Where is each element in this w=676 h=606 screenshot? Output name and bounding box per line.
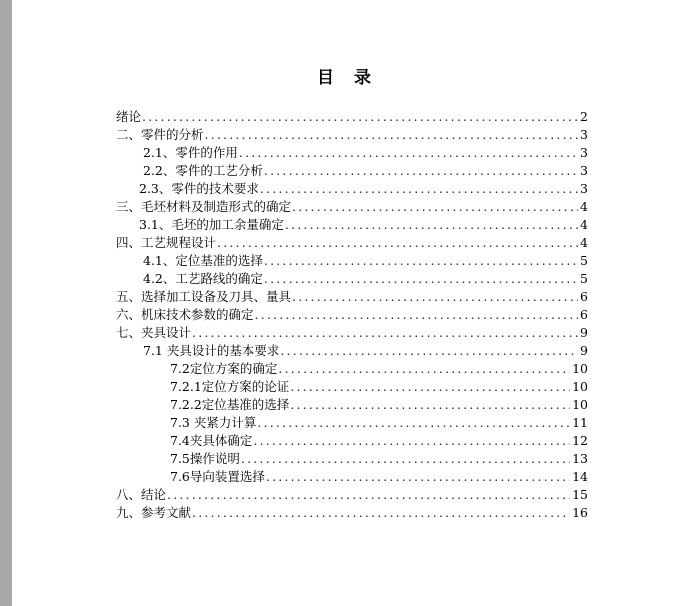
toc-dot-leader: [280, 342, 578, 360]
toc-entry-label: 九、参考文献: [116, 505, 192, 520]
toc-entry-label: 7.1 夹具设计的基本要求: [143, 343, 280, 358]
toc-entry-page: 16: [572, 505, 588, 520]
toc-entry[interactable]: [143, 162, 588, 180]
toc-dot-leader: [241, 450, 570, 468]
toc-entry[interactable]: [143, 252, 588, 270]
toc-dot-leader: [292, 288, 578, 306]
toc-entry-label: 六、机床技术参数的确定: [116, 307, 254, 322]
toc-entry-label: 7.2定位方案的确定: [170, 361, 278, 376]
toc-entry[interactable]: [116, 306, 588, 324]
toc-dot-leader: [260, 180, 578, 198]
page-left-margin-bar: [0, 0, 12, 606]
toc-entry-page: 3: [580, 145, 588, 160]
toc-entry-page: 9: [580, 325, 588, 340]
toc-entry-page: 9: [580, 343, 588, 358]
toc-entry-page: 12: [572, 433, 588, 448]
toc-entry[interactable]: [116, 126, 588, 144]
toc-entry-page: 4: [580, 235, 588, 250]
toc-entry-label: 三、毛坯材料及制造形式的确定: [116, 199, 292, 214]
toc-entry[interactable]: [116, 486, 588, 504]
toc-entry[interactable]: [116, 108, 588, 126]
toc-entry[interactable]: [170, 432, 588, 450]
toc-entry-page: 4: [580, 199, 588, 214]
toc-dot-leader: [292, 198, 578, 216]
toc-entry-page: 11: [572, 415, 588, 430]
toc-entry-label: 2.1、零件的作用: [143, 145, 238, 160]
toc-entry[interactable]: [170, 360, 588, 378]
toc-dot-leader: [264, 162, 578, 180]
toc-entry-page: 2: [580, 109, 588, 124]
toc-entry-page: 3: [580, 127, 588, 142]
toc-dot-leader: [257, 414, 570, 432]
toc-entry-label: 7.2.1定位方案的论证: [170, 379, 290, 394]
toc-entry[interactable]: [143, 270, 588, 288]
toc-dot-leader: [290, 378, 570, 396]
toc-entry-page: 15: [572, 487, 588, 502]
toc-title: [12, 63, 676, 88]
toc-dot-leader: [205, 126, 579, 144]
toc-dot-leader: [192, 324, 578, 342]
toc-entry-label: 二、零件的分析: [116, 127, 204, 142]
toc-entry-label: 七、夹具设计: [116, 325, 192, 340]
toc-entry-label: 7.5操作说明: [170, 451, 240, 466]
toc-entry[interactable]: [170, 450, 588, 468]
toc-entry[interactable]: [139, 216, 588, 234]
toc-dot-leader: [266, 468, 570, 486]
toc-entry-label: 4.2、工艺路线的确定: [143, 271, 263, 286]
toc-entry-page: 14: [572, 469, 588, 484]
toc-entry[interactable]: [143, 144, 588, 162]
toc-entry-page: 3: [580, 181, 588, 196]
toc-entry[interactable]: [170, 414, 588, 432]
toc-dot-leader: [255, 306, 579, 324]
toc-entry[interactable]: [139, 180, 588, 198]
toc-entry[interactable]: [170, 468, 588, 486]
toc-entry-label: 7.2.2定位基准的选择: [170, 397, 290, 412]
document-page: [12, 0, 676, 606]
toc-entry-label: 2.2、零件的工艺分析: [143, 163, 263, 178]
toc-entry-label: 2.3、零件的技术要求: [139, 181, 259, 196]
toc-entry-label: 五、选择加工设备及刀具、量具: [116, 289, 292, 304]
toc-dot-leader: [278, 360, 570, 378]
toc-entry-page: 6: [580, 307, 588, 322]
toc-entry[interactable]: [170, 396, 588, 414]
toc-entry-page: 10: [572, 379, 588, 394]
toc-entry-label: 八、结论: [116, 487, 167, 502]
toc-dot-leader: [192, 504, 570, 522]
toc-entry-label: 绪论: [116, 109, 142, 124]
toc-entry-label: 3.1、毛坯的加工余量确定: [139, 217, 284, 232]
toc-dot-leader: [217, 234, 578, 252]
toc-entry[interactable]: [116, 198, 588, 216]
toc-entry-label: 7.6导向装置选择: [170, 469, 265, 484]
toc-entry[interactable]: [143, 342, 588, 360]
toc-dot-leader: [253, 432, 570, 450]
toc-entry-page: 13: [572, 451, 588, 466]
toc-entry[interactable]: [116, 504, 588, 522]
toc-dot-leader: [264, 270, 578, 288]
toc-title-first-char: 目: [317, 68, 334, 88]
toc-dot-leader: [239, 144, 578, 162]
toc-entry-page: 5: [580, 271, 588, 286]
toc-entry-page: 6: [580, 289, 588, 304]
toc-entry-page: 10: [572, 361, 588, 376]
toc-entry-label: 7.3 夹紧力计算: [170, 415, 257, 430]
toc-entry-page: 10: [572, 397, 588, 412]
toc-dot-leader: [290, 396, 570, 414]
toc-entry-label: 7.4夹具体确定: [170, 433, 253, 448]
toc-entry-label: 四、工艺规程设计: [116, 235, 217, 250]
toc-title-second-char: 录: [354, 68, 371, 88]
toc-entry[interactable]: [170, 378, 588, 396]
toc-dot-leader: [264, 252, 578, 270]
toc-entry-label: 4.1、定位基准的选择: [143, 253, 263, 268]
toc-dot-leader: [142, 108, 578, 126]
toc-entry-page: 4: [580, 217, 588, 232]
toc-entry[interactable]: [116, 288, 588, 306]
toc-dot-leader: [285, 216, 578, 234]
toc-dot-leader: [167, 486, 570, 504]
toc-entry[interactable]: [116, 234, 588, 252]
toc-entry-page: 5: [580, 253, 588, 268]
toc-entry-page: 3: [580, 163, 588, 178]
toc-entry[interactable]: [116, 324, 588, 342]
